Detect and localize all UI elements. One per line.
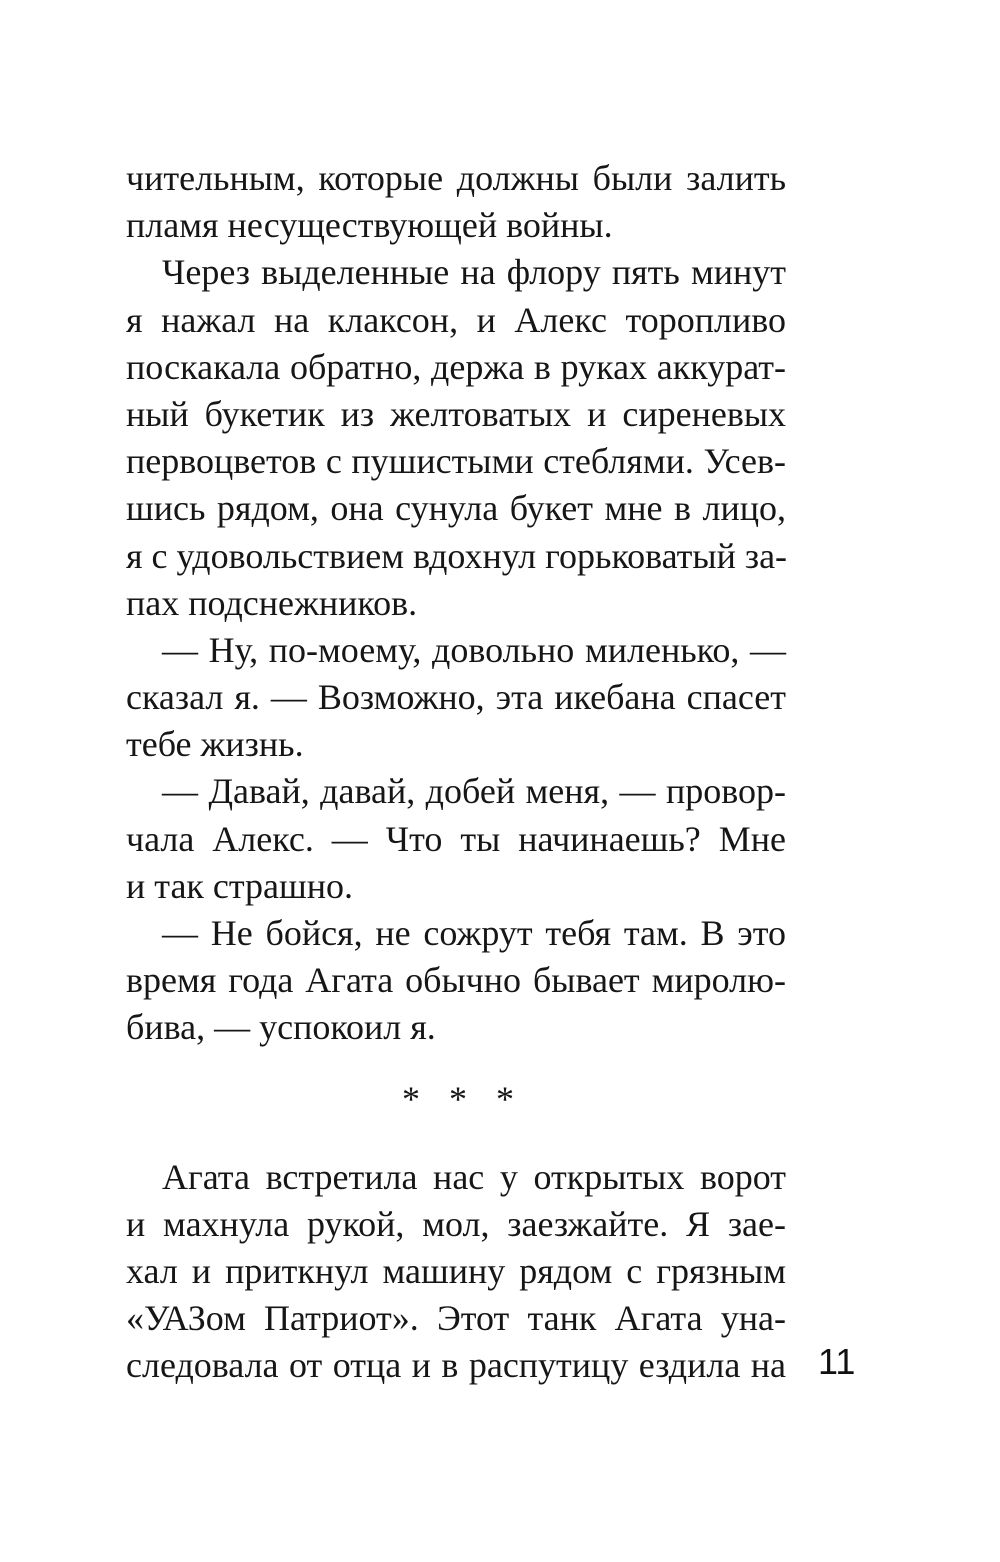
text-line: и махнула рукой, мол, заезжайте. Я зае-	[126, 1203, 786, 1244]
text-line: сказал я. — Возможно, эта икебана спасет	[126, 677, 786, 718]
text-line: чала Алекс. — Что ты начинаешь? Мне	[126, 818, 786, 859]
page-number: 11	[818, 1341, 856, 1382]
text-line: я с удовольствием вдохнул горьковатый за-	[126, 535, 788, 576]
text-line: — Давай, давай, добей меня, — провор-	[162, 771, 786, 812]
text-line: шись рядом, она сунула букет мне в лицо,	[126, 488, 786, 529]
text-line: я нажал на клаксон, и Алекс торопливо	[126, 299, 786, 340]
text-line: хал и приткнул машину рядом с грязным	[126, 1250, 786, 1291]
text-line: поскакала обратно, держа в руках аккурат-	[126, 346, 786, 387]
text-line: Агата встретила нас у открытых ворот	[162, 1156, 786, 1197]
text-line: первоцветов с пушистыми стеблями. Усев-	[126, 441, 786, 482]
text-line: пах подснежников.	[126, 582, 418, 623]
text-line: — Не бойся, не сожрут тебя там. В это	[162, 913, 786, 953]
text-line: тебе жизнь.	[126, 724, 304, 765]
text-line: время года Агата обычно бывает миролю-	[126, 960, 786, 1001]
text-line: Через выделенные на флору пять минут	[162, 252, 786, 293]
text-line: пламя несуществующей войны.	[126, 205, 613, 246]
text-line: чительным, которые должны были залить	[126, 158, 786, 198]
section-separator: * * *	[402, 1078, 524, 1119]
text-line: и так страшно.	[126, 865, 354, 906]
book-page-text	[126, 155, 786, 1390]
text-line: следовала от отца и в распутицу ездила на	[126, 1345, 786, 1386]
text-line: — Ну, по-моему, довольно миленько, —	[162, 629, 786, 670]
text-line: бива, — успокоил я.	[126, 1007, 436, 1048]
text-line: «УАЗом Патриот». Этот танк Агата уна-	[126, 1298, 786, 1339]
text-line: ный букетик из желтоватых и сиреневых	[126, 393, 786, 434]
